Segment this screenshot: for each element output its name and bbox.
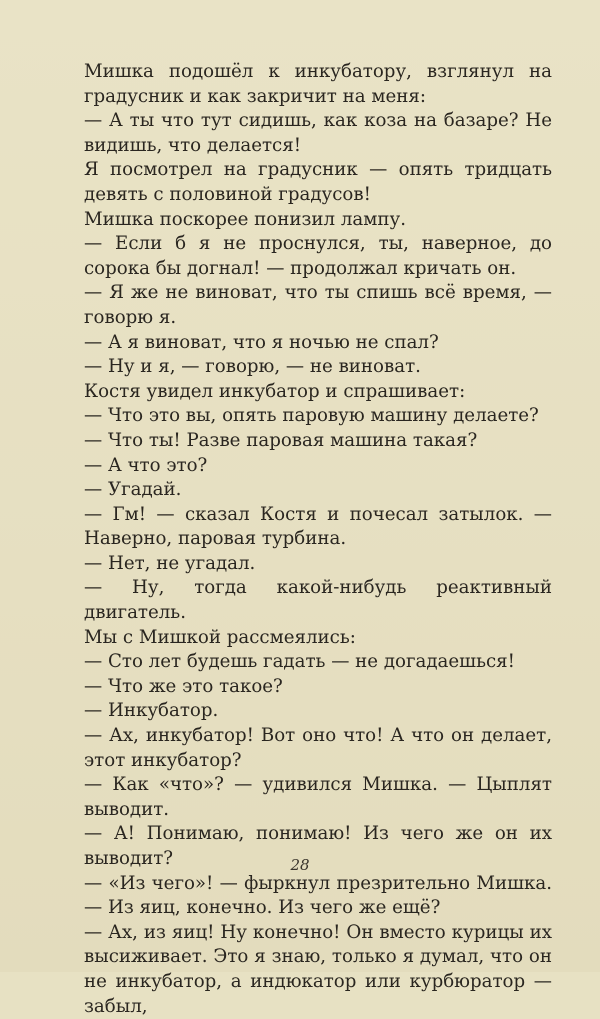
paragraph: — Сто лет будешь гадать — не догадаешься! xyxy=(84,651,515,673)
paragraph: — Что же это такое? xyxy=(84,675,283,697)
paragraph: Костя увидел инкубатор и спрашивает: xyxy=(84,380,466,402)
paragraph: — Ах, инкубатор! Вот оно что! А что он делает, этот инкубатор? xyxy=(84,725,552,771)
paragraph: — Я же не виноват, что ты спишь всё время, — говорю я. xyxy=(84,282,552,328)
paragraph: — Нет, не угадал. xyxy=(84,552,256,574)
paragraph: Мишка поскорее понизил лампу. xyxy=(84,208,407,230)
page-number: 28 xyxy=(290,856,310,874)
paragraph: — А ты что тут сидишь, как коза на базаре? Не видишь, что делается! xyxy=(84,110,552,156)
paragraph: — А я виноват, что я ночью не спал? xyxy=(84,331,439,353)
paragraph: — Как «что»? — удивился Мишка. — Цыплят выводит. xyxy=(84,774,552,820)
paragraph: — Гм! — сказал Костя и почесал затылок. — Наверно, паровая турбина. xyxy=(84,503,552,550)
body-text xyxy=(84,60,552,1019)
paragraph: — Что это вы, опять паровую машину делаете? xyxy=(84,405,539,427)
paragraph: — Ах, из яиц! Ну конечно! Он вместо курицы их высиживает. Это я знаю, только я думал, что он не инкубатор, а индюкатор или курбюратор — забыл, xyxy=(84,921,552,1017)
paragraph: — Угадай. xyxy=(84,479,182,501)
paragraph: Мишка подошёл к инкубатору, взглянул на градусник и как закричит на меня: xyxy=(84,61,552,107)
paragraph: — Если б я не проснулся, ты, наверное, до сорока бы догнал! — продолжал кричать он. xyxy=(84,233,552,279)
paragraph: — Ну и я, — говорю, — не виноват. xyxy=(84,356,421,378)
paragraph: Мы с Мишкой рассмеялись: xyxy=(84,626,356,648)
paragraph: — Ну, тогда какой-нибудь реактивный двигатель. xyxy=(84,577,552,624)
paragraph: — Инкубатор. xyxy=(84,700,219,722)
paragraph: — «Из чего»! — фыркнул презрительно Мишка. — Из яиц, конечно. Из чего же ещё? xyxy=(84,872,552,919)
paragraph: — А! Понимаю, понимаю! Из чего же он их выводит? xyxy=(84,823,552,869)
paragraph: Я посмотрел на градусник — опять тридцать девять с половиной градусов! xyxy=(84,159,552,205)
paragraph: — Что ты! Разве паровая машина такая? xyxy=(84,429,478,451)
paragraph: — А что это? xyxy=(84,454,208,476)
